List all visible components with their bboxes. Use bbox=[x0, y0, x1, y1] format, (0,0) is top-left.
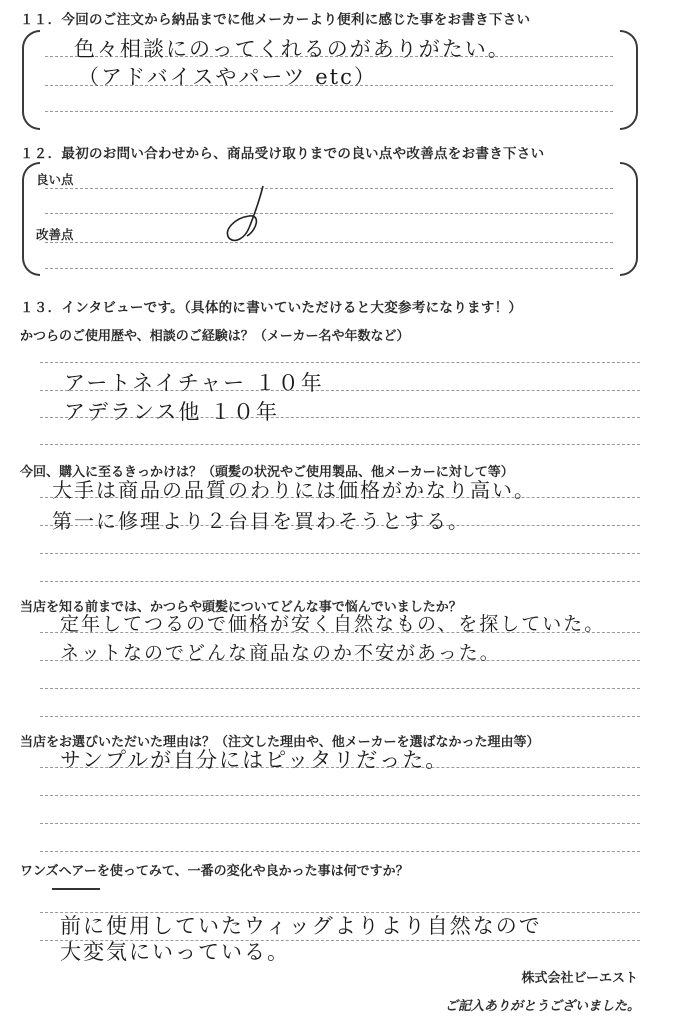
q12-title: １２．最初のお問い合わせから、商品受け取りまでの良い点や改善点をお書き下さい bbox=[20, 146, 545, 162]
improvement-label: 改善点 bbox=[36, 227, 74, 242]
crossed-out-text bbox=[52, 888, 100, 890]
answer-line bbox=[40, 553, 640, 554]
q13-5-answer-line-1: 前に使用していたウィッグよりより自然なので bbox=[60, 914, 542, 938]
answer-line bbox=[40, 795, 640, 796]
q13-4-answer-line-1: サンプルが自分にはピッタリだった。 bbox=[60, 748, 449, 772]
answer-line bbox=[40, 581, 640, 582]
answer-line bbox=[40, 362, 640, 363]
q13-question-purchase-trigger: 今回、購入に至るきっかけは？（頭髪の状況やご使用製品、他メーカーに対して等） bbox=[20, 465, 514, 480]
answer-line bbox=[45, 242, 613, 243]
q11-title: １１．今回のご注文から納品までに他メーカーより便利に感じた事をお書き下さい bbox=[20, 12, 531, 28]
q11-answer-line-1: 色々相談にのってくれるのがありがたい。 bbox=[74, 37, 511, 61]
q13-title: １３．インタビューです。（具体的に書いていただけると大変参考になります！） bbox=[20, 300, 523, 316]
company-name: 株式会社ビーエスト bbox=[521, 971, 638, 986]
pen-scribble-mark bbox=[205, 178, 295, 258]
q13-2-answer-line-1: 大手は商品の品質のわりには価格がかなり高い。 bbox=[52, 478, 536, 502]
answer-line bbox=[40, 851, 640, 852]
q13-2-answer-line-2: 第一に修理より２台目を買わそうとする。 bbox=[52, 509, 470, 533]
q13-3-answer-line-2: ネットなのでどんな商品なのか不安があった。 bbox=[60, 642, 501, 664]
answer-line bbox=[40, 444, 640, 445]
q13-question-usage-history: かつらのご使用歴や、相談のご経験は？（メーカー名や年数など） bbox=[20, 329, 410, 344]
answer-line bbox=[45, 111, 613, 112]
answer-line bbox=[45, 213, 613, 214]
q13-1-answer-line-2: アデランス他 １０年 bbox=[64, 400, 280, 424]
q13-1-answer-line-1: アートネイチャー １０年 bbox=[64, 371, 324, 395]
answer-line bbox=[40, 688, 640, 689]
answer-line bbox=[45, 268, 613, 269]
answer-line bbox=[40, 823, 640, 824]
q13-5-answer-line-2: 大変気にいっている。 bbox=[60, 940, 290, 964]
q11-bracket-left bbox=[22, 30, 40, 130]
q13-3-answer-line-1: 定年してつるので価格が安く自然なもの、を探していた。 bbox=[60, 613, 606, 635]
q13-question-best-change: ワンズヘアーを使ってみて、一番の変化や良かった事は何ですか？ bbox=[20, 864, 409, 879]
good-point-label: 良い点 bbox=[36, 172, 74, 187]
q13-question-prior-concerns: 当店を知る前までは、かつらや頭髪についてどんな事で悩んでいましたか？ bbox=[20, 600, 462, 615]
thank-you-message: ご記入ありがとうございました。 bbox=[444, 999, 640, 1014]
answer-line bbox=[45, 188, 613, 189]
q11-bracket-right bbox=[620, 30, 638, 130]
q11-answer-line-2: （アドバイスやパーツ etc） bbox=[78, 65, 377, 89]
q13-question-reason-chosen: 当店をお選びいただいた理由は？（注文した理由や、他メーカーを選ばなかった理由等） bbox=[20, 735, 540, 750]
q12-bracket-right bbox=[620, 162, 638, 276]
answer-line bbox=[40, 716, 640, 717]
